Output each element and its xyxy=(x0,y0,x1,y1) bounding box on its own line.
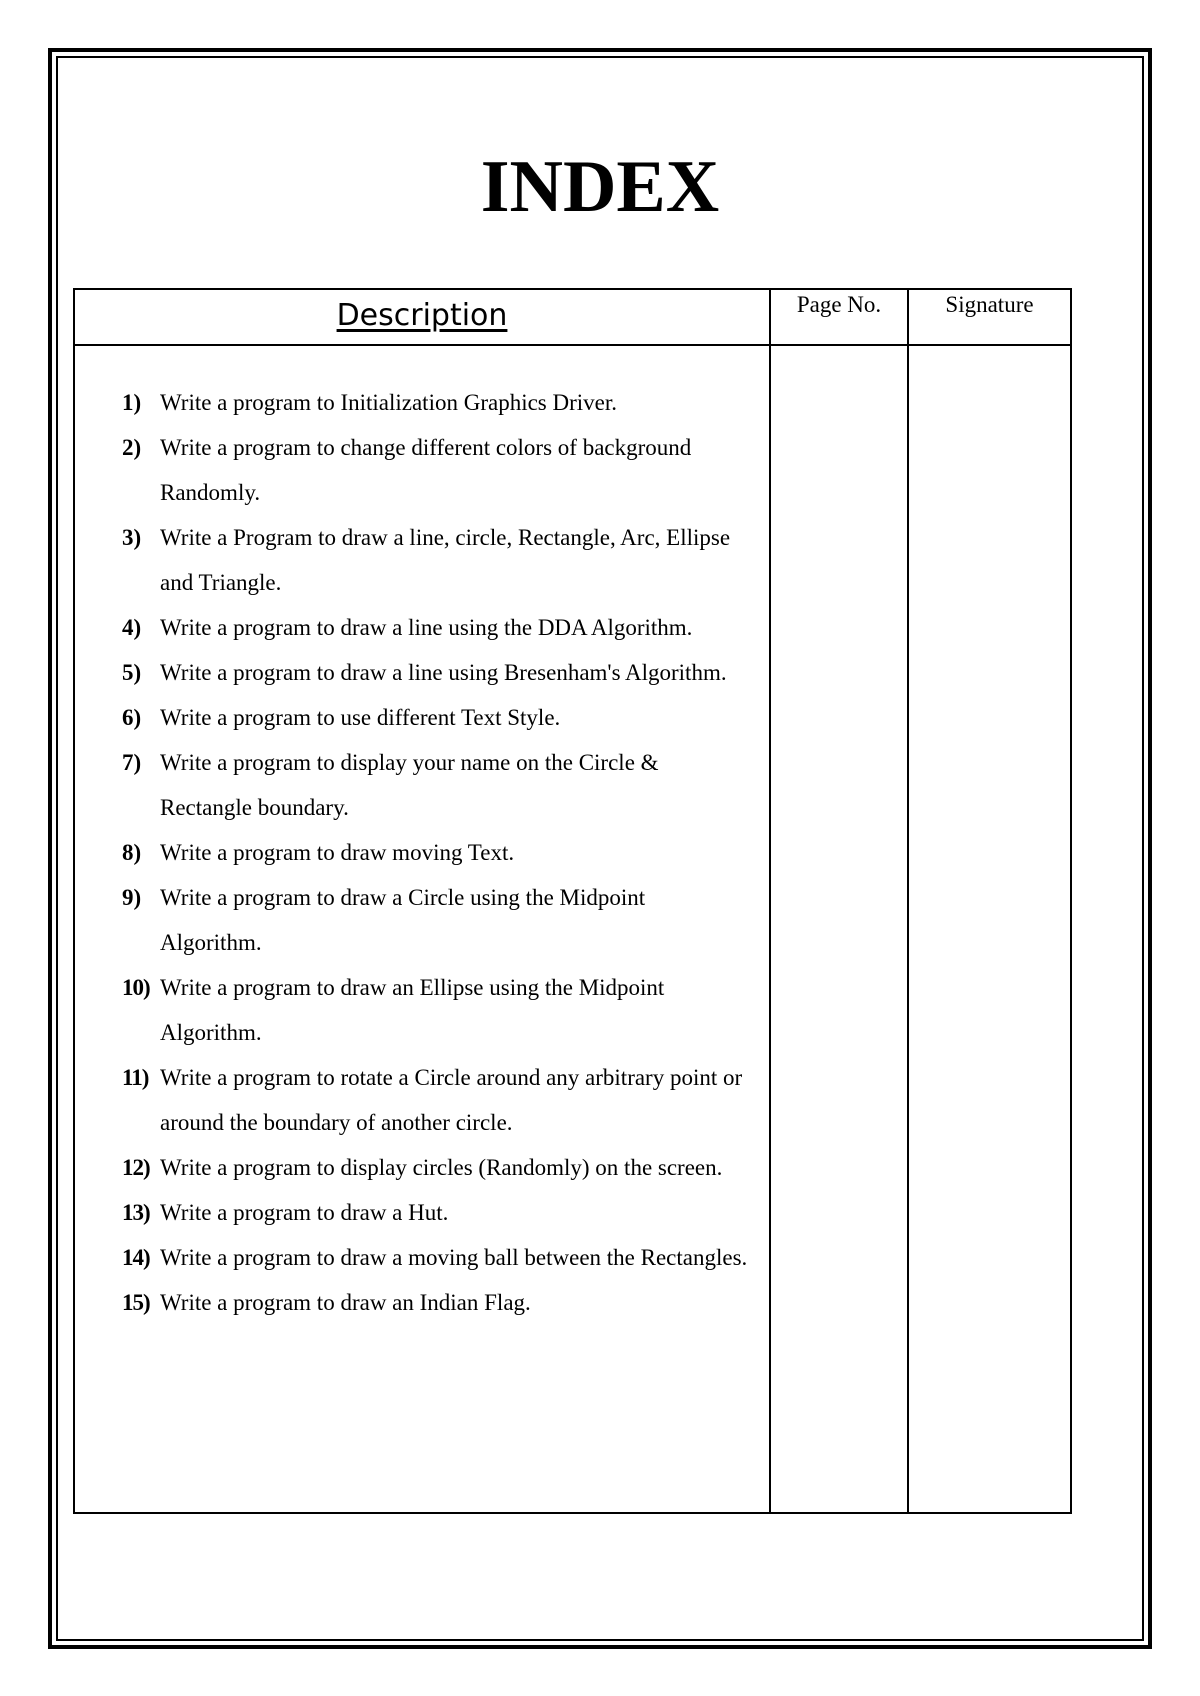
item-number: 5) xyxy=(122,660,142,685)
item-number: 2) xyxy=(122,435,142,460)
item-text: Write a program to change different colors of background Randomly. xyxy=(160,435,692,505)
item-text: Write a program to draw a moving ball between the Rectangles. xyxy=(160,1245,748,1270)
list-item xyxy=(122,1055,769,1145)
item-number: 10) xyxy=(122,975,150,1000)
item-text: Write a Program to draw a line, circle, Rectangle, Arc, Ellipse and Triangle. xyxy=(160,525,731,595)
list-item xyxy=(122,515,769,605)
list-item xyxy=(122,1235,769,1280)
item-text: Write a program to draw a Hut. xyxy=(160,1200,449,1225)
list-item xyxy=(122,695,769,740)
list-item xyxy=(122,605,769,650)
item-text: Write a program to draw a Circle using the Midpoint Algorithm. xyxy=(160,885,646,955)
item-text: Write a program to draw a line using the DDA Algorithm. xyxy=(160,615,693,640)
item-text: Write a program to use different Text Style. xyxy=(160,705,561,730)
item-number: 1) xyxy=(122,390,142,415)
header-signature: Signature xyxy=(908,289,1071,345)
body-row xyxy=(74,345,1071,1513)
item-number: 13) xyxy=(122,1200,150,1225)
item-text: Write a program to Initialization Graphics Driver. xyxy=(160,390,618,415)
list-item xyxy=(122,425,769,515)
list-item xyxy=(122,830,769,875)
list-item xyxy=(122,875,769,965)
item-text: Write a program to draw an Indian Flag. xyxy=(160,1290,531,1315)
item-number: 7) xyxy=(122,750,142,775)
list-item xyxy=(122,1190,769,1235)
item-number: 11) xyxy=(122,1065,149,1090)
item-number: 3) xyxy=(122,525,142,550)
header-description: Description xyxy=(74,289,770,345)
header-page-no: Page No. xyxy=(770,289,908,345)
item-number: 9) xyxy=(122,885,142,910)
page-title: INDEX xyxy=(480,146,720,228)
list-item xyxy=(122,1280,769,1325)
list-item xyxy=(122,380,769,425)
index-table xyxy=(73,288,1072,1514)
item-number: 6) xyxy=(122,705,142,730)
list-item xyxy=(122,740,769,830)
item-number: 14) xyxy=(122,1245,150,1270)
item-text: Write a program to rotate a Circle around any arbitrary point or around the boundary of another circle. xyxy=(160,1065,743,1135)
item-text: Write a program to draw an Ellipse using the Midpoint Algorithm. xyxy=(160,975,665,1045)
item-number: 12) xyxy=(122,1155,150,1180)
header-row xyxy=(74,289,1071,345)
list-item xyxy=(122,965,769,1055)
item-number: 8) xyxy=(122,840,142,865)
item-number: 4) xyxy=(122,615,142,640)
program-list xyxy=(75,380,769,1325)
list-item xyxy=(122,1145,769,1190)
item-text: Write a program to display your name on the Circle & Rectangle boundary. xyxy=(160,750,659,820)
signature-cell xyxy=(908,345,1071,1513)
item-text: Write a program to draw a line using Bresenham's Algorithm. xyxy=(160,660,727,685)
list-item xyxy=(122,650,769,695)
page-no-cell xyxy=(770,345,908,1513)
item-number: 15) xyxy=(122,1290,150,1315)
item-text: Write a program to draw moving Text. xyxy=(160,840,515,865)
item-text: Write a program to display circles (Randomly) on the screen. xyxy=(160,1155,723,1180)
description-cell xyxy=(74,345,770,1513)
